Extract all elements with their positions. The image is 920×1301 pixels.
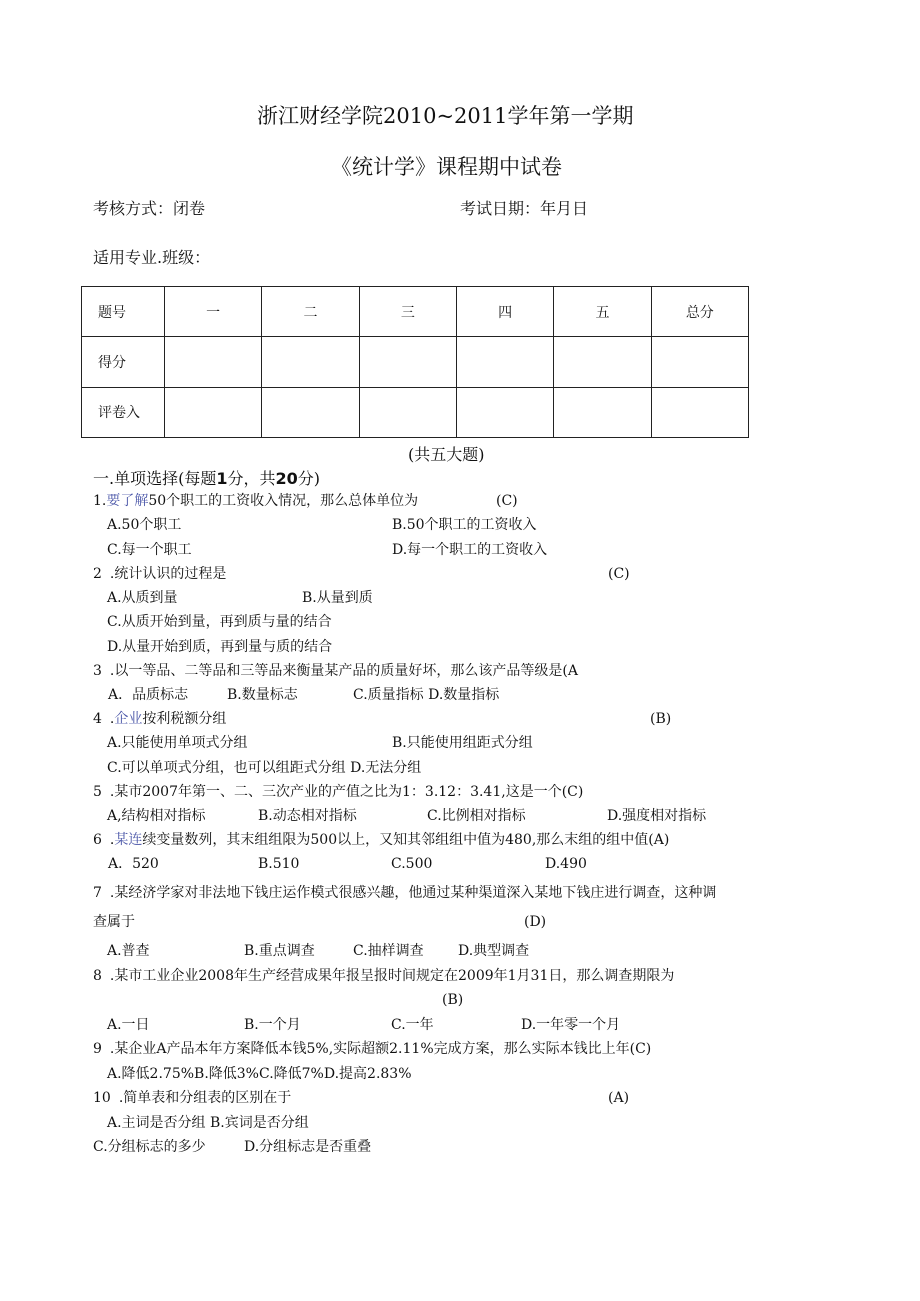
- grader-cell: [554, 387, 651, 437]
- question-6-dot: .: [109, 832, 115, 848]
- grader-cell: [262, 387, 359, 437]
- grader-cell: [359, 387, 456, 437]
- exam-date: 考试日期：年月日: [460, 199, 589, 218]
- question-6-option-c: C.500: [391, 856, 433, 872]
- question-4-answer: (B): [650, 711, 672, 727]
- exam-title: 浙江财经学院2010~2011学年第一学期: [257, 104, 634, 128]
- question-2-text: .统计认识的过程是: [109, 566, 227, 582]
- question-2-option-d: D.从量开始到质，再到量与质的结合: [107, 639, 333, 655]
- question-3-option-cd: C.质量指标 D.数量指标: [353, 687, 500, 703]
- question-6-text: 续变量数列，其末组组限为500以上，又知其邻组组中值为480,那么末组的组中值(A): [142, 832, 670, 848]
- score-row-label: 得分: [82, 337, 165, 387]
- question-8-answer: (B): [442, 992, 464, 1008]
- question-10-answer: (A): [608, 1090, 630, 1106]
- question-1-answer: (C): [496, 493, 518, 509]
- question-4-option-a: A.只能使用单项式分组: [107, 735, 248, 751]
- question-8-stem: [93, 967, 674, 985]
- question-6-option-d: D.490: [545, 856, 587, 872]
- question-number: 7: [93, 885, 102, 901]
- question-8-option-d: D.一年零一个月: [521, 1017, 621, 1033]
- score-cell: [554, 337, 651, 387]
- section-1-total-score: 20: [275, 469, 298, 488]
- question-8-text: .某市工业企业2008年生产经营成果年报呈报时间规定在2009年1月31日，那么调查期限为: [109, 968, 675, 984]
- question-number: 2: [93, 566, 102, 582]
- question-number: 10: [93, 1090, 111, 1106]
- score-cell: [456, 337, 553, 387]
- question-1-option-c: C.每一个职工: [107, 542, 192, 558]
- score-header-cell: 三: [359, 287, 456, 337]
- score-table: [81, 286, 749, 438]
- total-sections-note: (共五大题): [408, 445, 485, 464]
- question-number: 8: [93, 968, 102, 984]
- question-10-option-ab: A.主词是否分组 B.宾词是否分组: [107, 1115, 309, 1131]
- section-1-mid: 分，共: [227, 469, 276, 488]
- question-8-option-a: A.一日: [107, 1017, 150, 1033]
- question-9-options: A.降低2.75%B.降低3%C.降低7%D.提高2.83%: [107, 1066, 412, 1082]
- question-4-option-b: B.只能使用组距式分组: [392, 735, 533, 751]
- score-header-cell: 五: [554, 287, 651, 337]
- question-5-text: .某市2007年第一、二、三次产业的产值之比为1：3.12：3.41,这是一个(C): [109, 784, 584, 800]
- question-1-highlight: 要了解: [106, 493, 149, 509]
- score-cell: [262, 337, 359, 387]
- section-1-per-score: 1: [216, 469, 228, 488]
- score-cell: [165, 337, 262, 387]
- question-6-highlight: 某连: [114, 832, 143, 848]
- question-7-option-b: B.重点调查: [244, 943, 315, 959]
- score-table-header-row: [82, 287, 749, 337]
- question-7-option-a: A.普查: [107, 943, 150, 959]
- question-number: 9: [93, 1041, 102, 1057]
- question-1-option-b: B.50个职工的工资收入: [392, 517, 537, 533]
- question-10-stem: [93, 1089, 291, 1107]
- question-number: 4: [93, 711, 102, 727]
- question-6-option-a: A．520: [108, 856, 159, 872]
- score-cell: [359, 337, 456, 387]
- question-3-option-a: A．品质标志: [108, 687, 189, 703]
- section-1-heading: [93, 466, 320, 489]
- question-1-stem: [93, 492, 418, 510]
- question-number: 3: [93, 663, 102, 679]
- question-6-stem: [93, 831, 669, 849]
- section-1-prefix: 一.单项选择(每题: [93, 469, 217, 488]
- score-cell: [651, 337, 748, 387]
- question-9-text: .某企业A产品本年方案降低本钱5%,实际超额2.11%完成方案，那么实际本钱比上年(C): [109, 1041, 652, 1057]
- question-7-text: .某经济学家对非法地下钱庄运作模式很感兴趣，他通过某种渠道深入某地下钱庄进行调查，这种调: [109, 885, 717, 901]
- question-5-option-b: B.动态相对指标: [258, 808, 357, 824]
- grader-cell: [165, 387, 262, 437]
- question-4-dot: .: [109, 711, 115, 727]
- question-3-option-b: B.数量标志: [227, 687, 298, 703]
- question-2-option-b: B.从量到质: [302, 590, 373, 606]
- question-number: 6: [93, 832, 102, 848]
- question-7-option-d: D.典型调查: [458, 943, 530, 959]
- question-7-answer: (D): [524, 914, 547, 930]
- score-table-score-row: [82, 337, 749, 387]
- question-10-text: .简单表和分组表的区别在于: [118, 1090, 292, 1106]
- major-class-label: 适用专业.班级：: [93, 248, 211, 267]
- question-4-highlight: 企业: [114, 711, 143, 727]
- question-1-option-d: D.每一个职工的工资收入: [392, 542, 548, 558]
- question-4-stem: [93, 710, 226, 728]
- question-10-option-d: D.分组标志是否重叠: [244, 1139, 372, 1155]
- question-4-text: 按利税额分组: [142, 711, 227, 727]
- score-header-cell: 四: [456, 287, 553, 337]
- question-5-option-d: D.强度相对指标: [607, 808, 707, 824]
- score-header-cell: 总分: [651, 287, 748, 337]
- question-1-text: 50个职工的工资收入情况，那么总体单位为: [148, 493, 419, 509]
- grader-row-label: 评卷入: [82, 387, 165, 437]
- score-header-cell: 题号: [82, 287, 165, 337]
- question-5-option-a: A,结构相对指标: [107, 808, 206, 824]
- section-1-suffix: 分): [297, 469, 321, 488]
- question-9-stem: [93, 1040, 651, 1058]
- score-header-cell: 一: [165, 287, 262, 337]
- grader-cell: [456, 387, 553, 437]
- question-10-option-c: C.分组标志的多少: [93, 1139, 206, 1155]
- question-7-option-c: C.抽样调查: [353, 943, 424, 959]
- question-2-answer: (C): [608, 566, 630, 582]
- score-table-grader-row: [82, 387, 749, 437]
- question-7-stem-line2: 查属于: [93, 914, 135, 930]
- grader-cell: [651, 387, 748, 437]
- question-number: 1.: [93, 493, 107, 509]
- question-1-option-a: A.50个职工: [107, 517, 182, 533]
- question-5-option-c: C.比例相对指标: [427, 808, 526, 824]
- question-8-option-b: B.一个月: [244, 1017, 301, 1033]
- question-2-option-a: A.从质到量: [107, 590, 178, 606]
- question-6-option-b: B.510: [258, 856, 300, 872]
- question-3-stem: [93, 662, 578, 680]
- question-4-option-cd: C.可以单项式分组，也可以组距式分组 D.无法分组: [107, 760, 422, 776]
- question-7-stem-line1: [93, 884, 716, 902]
- question-2-option-c: C.从质开始到量，再到质与量的结合: [107, 614, 332, 630]
- question-number: 5: [93, 784, 102, 800]
- question-3-text: .以一等品、二等品和三等品来衡量某产品的质量好坏，那么该产品等级是(A: [109, 663, 578, 679]
- exam-method: 考核方式：闭卷: [93, 199, 206, 218]
- course-title: 《统计学》课程期中试卷: [331, 155, 562, 179]
- score-header-cell: 二: [262, 287, 359, 337]
- question-8-option-c: C.一年: [391, 1017, 434, 1033]
- question-2-stem: [93, 565, 226, 583]
- question-5-stem: [93, 783, 583, 801]
